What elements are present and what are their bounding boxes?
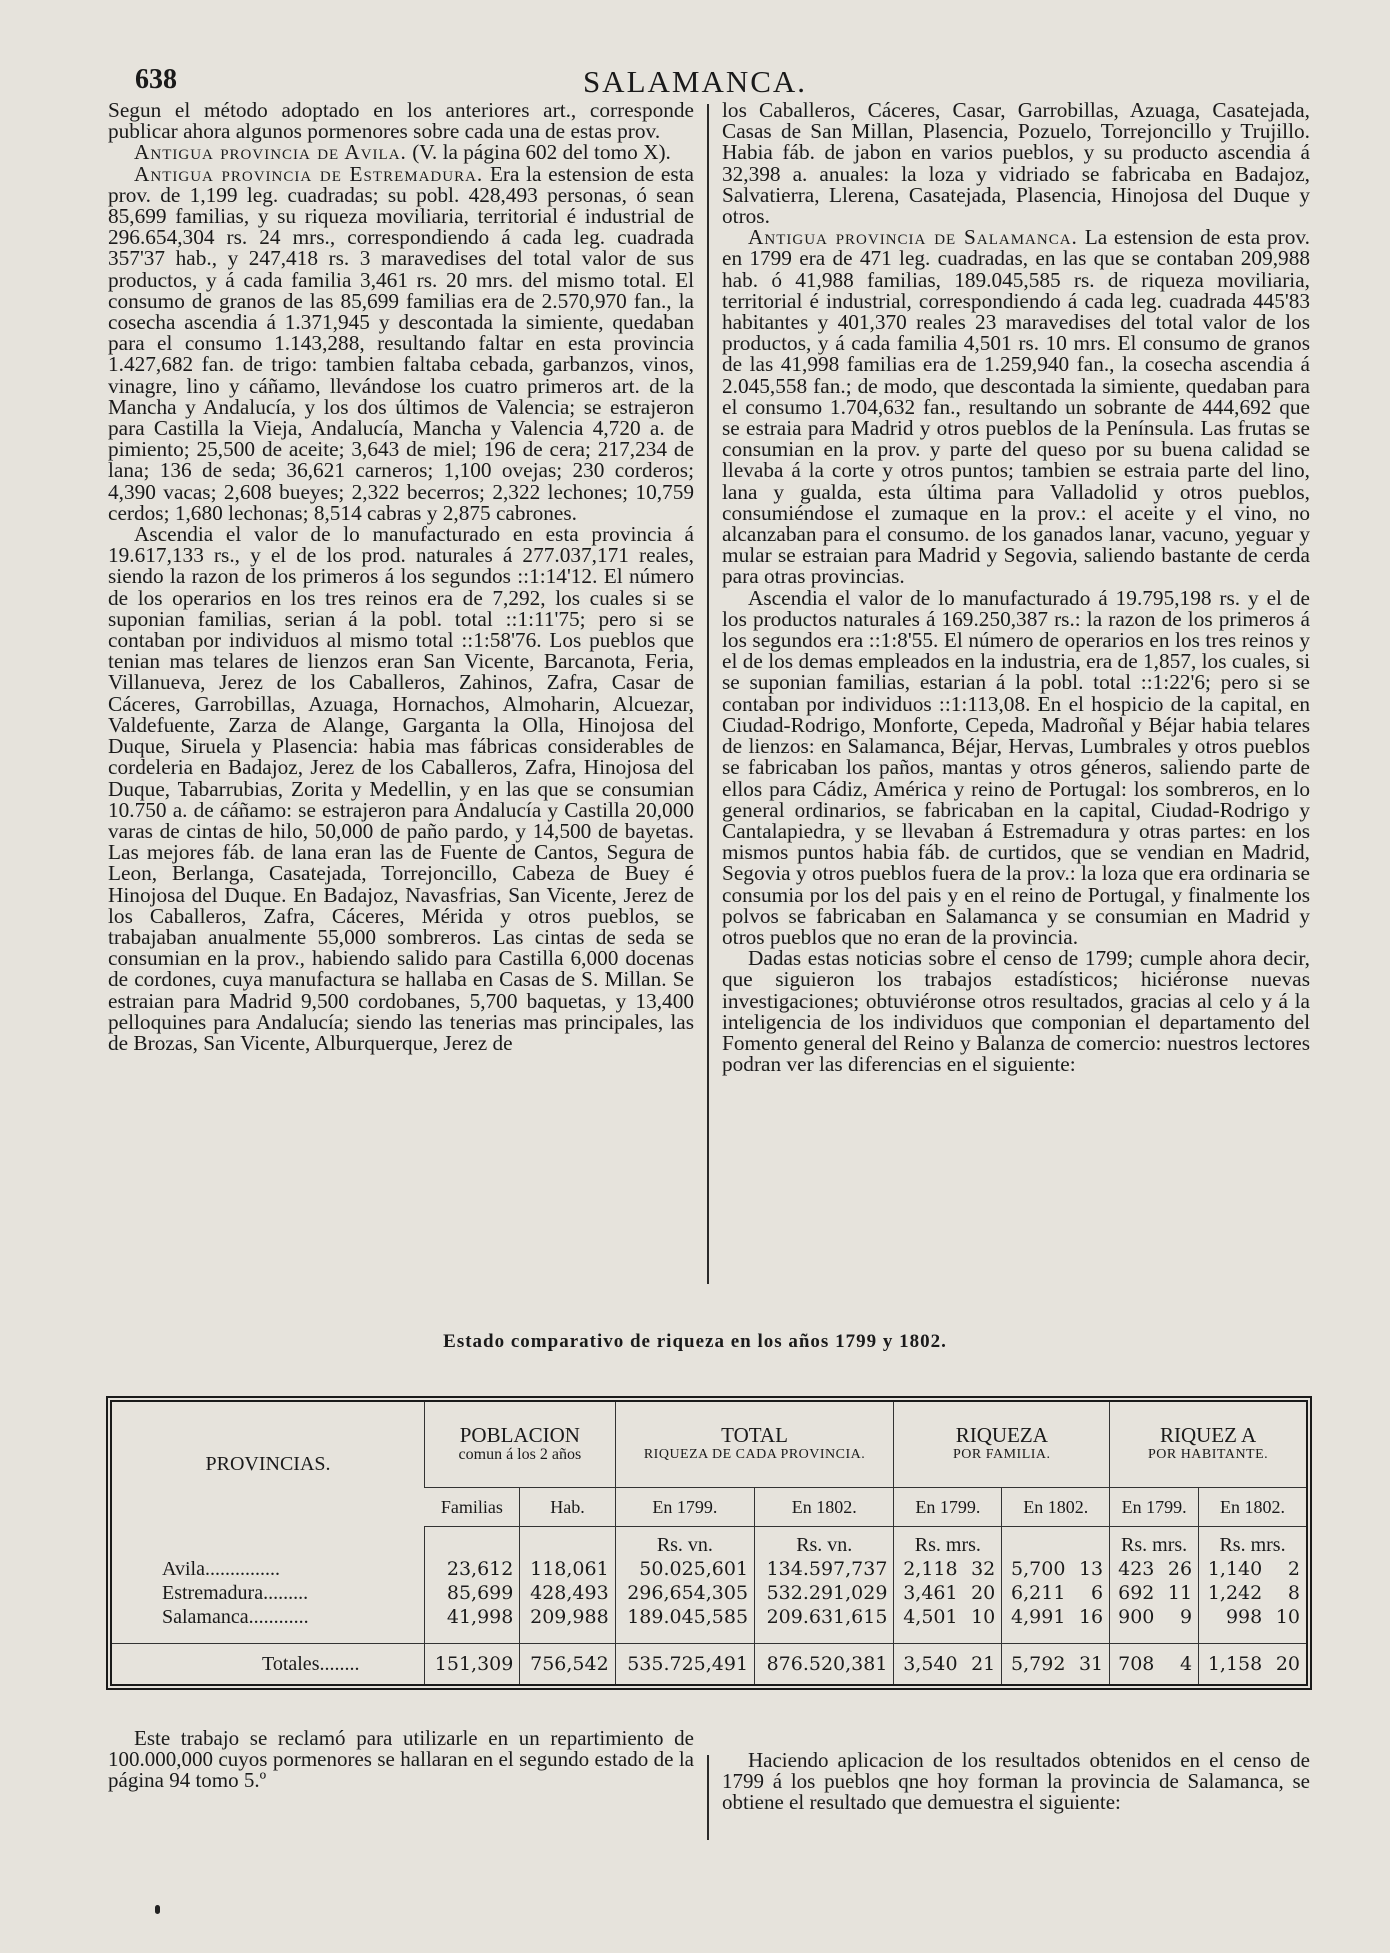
cell-hab-1799-mrs: 11 xyxy=(1167,1582,1193,1604)
totals-row xyxy=(112,1644,1306,1685)
cell-fam-1799-rs: 4,501 xyxy=(894,1605,964,1629)
unit-label: Rs. mrs. xyxy=(1110,1527,1199,1558)
cell-total-1799: 50.025,601 xyxy=(615,1557,754,1581)
unit-label: Rs. vn. xyxy=(615,1527,754,1558)
column-divider xyxy=(707,1755,709,1840)
header-poblacion xyxy=(425,1402,616,1488)
cell-fam-1802-mrs: 31 xyxy=(1071,1644,1109,1685)
cell-hab-1799-mrs: 26 xyxy=(1167,1558,1193,1580)
column-divider xyxy=(707,104,709,1284)
paragraph: Segun el método adoptado en los anteriores art., corresponde publicar ahora algunos pormenores sobre cada una de estas prov. xyxy=(108,100,694,144)
province-name xyxy=(112,1557,425,1581)
header-hab: Hab. xyxy=(520,1488,615,1527)
leader-dots: ......... xyxy=(263,1581,309,1604)
header-sublabel: comun á los 2 años xyxy=(458,1445,582,1463)
header-sublabel: RIQUEZA DE CADA PROVINCIA. xyxy=(643,1446,866,1462)
header-familia-1799: En 1799. xyxy=(894,1488,1002,1527)
totals-label xyxy=(112,1644,425,1685)
cell-fam-1799-rs: 3,461 xyxy=(894,1581,964,1605)
cell-familias: 151,309 xyxy=(425,1644,520,1685)
row-label: Salamanca xyxy=(162,1605,249,1628)
cell-hab-1799-rs: 708 xyxy=(1110,1644,1161,1685)
header-label: TOTAL xyxy=(721,1422,788,1447)
header-habitante-1802: En 1802. xyxy=(1199,1488,1306,1527)
cell-total-1802: 532.291,029 xyxy=(755,1581,894,1605)
unit-label: Rs. vn. xyxy=(755,1527,894,1558)
footnote-right xyxy=(722,1750,1310,1813)
cell-fam-1802-mrs: 16 xyxy=(1078,1606,1104,1628)
header-label: RIQUEZ A xyxy=(1159,1422,1257,1447)
province-name xyxy=(112,1605,425,1629)
cell-hab-1799-mrs: 4 xyxy=(1160,1644,1198,1685)
header-sublabel: POR FAMILIA. xyxy=(953,1446,1051,1462)
paragraph: Ascendia el valor de lo manufacturado á 19.795,198 rs. y el de los productos naturales á 169.250,387 rs.: la razon de los primeros á los segundos era ::1:8'55. El número de operarios en los tres reinos y el de los demas empleados en la industria, era de 1,857, los cuales, si se suponian familias, estarian á la pobl. total ::1:22'6; pero si se contaban por individuos ::1:113,08. En el hospicio de la capital, en Ciudad-Rodrigo, Monforte, Cepeda, Madroñal y Béjar habia telares de lienzos: en Salamanca, Béjar, Hervas, Lumbrales y otros pueblos se fabricaban los paños, mantas y otros géneros, saliendo parte de ellos para Cádiz, América y reino de Portugal: los sombreros, en lo general ordinarios, se fabricaban en la capital, Ciudad-Rodrigo y Cantalapiedra, y se llevaban á Estremadura y otras partes: en los mismos puntos habia fáb. de curtidos, que se vendian en Madrid, Segovia y otros pueblos fuera de la prov.: la loza que era ordinaria se consumia por los del pais y en el reino de Portugal, y finalmente los polvos se fabricaban en Salamanca y se consumian en Madrid y otros pueblos que no eran de la provincia. xyxy=(722,585,1310,949)
cell-hab-1802-rs: 998 xyxy=(1199,1605,1269,1629)
cell-hab-1799-rs: 423 xyxy=(1110,1557,1161,1581)
table-row xyxy=(112,1581,1306,1605)
table-row xyxy=(112,1557,1306,1581)
footnote-left xyxy=(108,1728,694,1791)
header-total-1799: En 1799. xyxy=(615,1488,754,1527)
paragraph: Haciendo aplicacion de los resultados obtenidos en el censo de 1799 á los pueblos qne hoy forman la provincia de Salamanca, se obtiene el resultado que demuestra el siguiente: xyxy=(722,1748,1310,1814)
section-heading-estremadura: Antigua provincia de Estremadura. xyxy=(134,161,484,186)
header-total xyxy=(615,1402,894,1488)
row-label: Avila xyxy=(162,1557,205,1580)
cell-hab-1802-mrs: 20 xyxy=(1268,1644,1306,1685)
left-column xyxy=(108,100,694,1290)
paragraph: los Caballeros, Cáceres, Casar, Garrobillas, Azuaga, Casatejada, Casas de San Millan, Plasencia, Pozuelo, Torrejoncillo y Trujillo. Habia fáb. de jabon en varios pueblos, y su producto ascendia á 32,398 a. anuales: la loza y vidriado se fabricaba en Badajoz, Salvatierra, Llerena, Casatejada, Plasencia, Hinojosa del Duque y otros. xyxy=(722,100,1310,229)
province-name xyxy=(112,1581,425,1605)
row-label: Totales xyxy=(262,1652,320,1675)
table-row xyxy=(112,1605,1306,1629)
cell-fam-1802-rs: 5,700 xyxy=(1002,1557,1072,1581)
paragraph: Ascendia el valor de lo manufacturado en esta provincia á 19.617,133 rs., y el de los prod. naturales á 277.037,171 reales, siendo la razon de los primeros á los segundos ::1:14'12. El número de los operarios en los tres reinos era de 7,292, los cuales si se suponian familias, serian á la pobl. total ::1:11'75; pero si se contaban por individuos al mismo total ::1:58'76. Los pueblos que tenian mas telares de lienzos eran San Vicente, Barcanota, Feria, Villanueva, Jerez de los Caballeros, Zahinos, Zafra, Casar de Cáceres, Garrobillas, Azuaga, Hornachos, Almoharin, Alcuezar, Valdefuente, Zarza de Alange, Garganta la Olla, Hinojosa del Duque, Siruela y Plasencia: habia mas fábricas considerables de cordeleria en Badajoz, Jerez de los Caballeros, Zafra, Hinojosa del Duque, Tabarrubias, Zorita y Medellin, y en las que se consumian 10.750 a. de cáñamo: se estrajeron para Andalucía y Castilla 20,000 varas de cintas de hilo, 50,000 de paño pardo, y 14,500 de bayetas. Las mejores fáb. de lana eran las de Fuente de Cantos, Segura de Leon, Berlanga, Casatejada, Torrejoncillo, Cabeza de Buey é Hinojosa del Duque. En Badajoz, Navasfrias, San Vicente, Jerez de los Caballeros, Zafra, Cáceres, Mérida y otros pueblos, se trabajaban anualmente 55,000 sombreros. Las cintas de seda se consumian en la prov., habiendo salido para Castilla 6,000 docenas de cordones, cuya manufactura se hallaba en Casas de S. Millan. Se estraian para Madrid 9,500 cordobanes, 5,700 baquetas, y 13,400 pelloquines para Andalucía; siendo las tenerias mas principales, las de Brozas, San Vicente, Alburquerque, Jerez de xyxy=(108,522,694,1055)
leader-dots: ............... xyxy=(204,1557,280,1580)
header-familia-1802: En 1802. xyxy=(1002,1488,1110,1527)
header-sublabel: POR HABITANTE. xyxy=(1147,1446,1269,1462)
cell-fam-1799-mrs: 21 xyxy=(964,1644,1002,1685)
cell-familias: 23,612 xyxy=(425,1557,520,1581)
cell-fam-1802-mrs: 6 xyxy=(1091,1582,1104,1604)
cell-total-1799: 189.045,585 xyxy=(615,1605,754,1629)
cell-total-1802: 134.597,737 xyxy=(755,1557,894,1581)
table-cell xyxy=(425,1527,520,1558)
paragraph-text: La estension de esta prov. en 1799 era de 471 leg. cuadradas, en las que se contaban 209,988 hab. ó 41,988 familias, 189.045,585 rs. de riqueza moviliaria, territorial é industrial, correspondiendo á cada leg. cuadrada 445'83 habitantes y 401,370 reales 23 maravedises del total valor de los productos, y á cada familia 4,501 rs. 10 mrs. El consumo de granos de las 41,998 familias era de 1.259,940 fan., la cosecha ascendia á 2.045,558 fan.; de modo, que descontada la simiente, quedaban para el consumo 1.704,632 fan., resultando un sobrante de 444,692 que se estraia para Madrid y otros pueblos de la Península. Las frutas se consumian en la prov. y parte del queso por su buena calidad se llevaba á la corte y otros puntos; tambien se estraia parte del lino, lana y gualda, esta última para Valladolid y otros pueblos, consumiéndose el zumaque en la prov.: el aceite y el vino, no alcanzaban para el consumo. de los ganados lanar, vacuno, yeguar y mular se estraian para Madrid y Segovia, saliendo bastante de cerda para otras provincias. xyxy=(722,225,1310,589)
header-label: POBLACION xyxy=(459,1422,580,1447)
ink-speck xyxy=(155,1905,160,1914)
cell-hab-1802-rs: 1,242 xyxy=(1199,1581,1269,1605)
cell-fam-1802-rs: 5,792 xyxy=(1002,1644,1072,1685)
leader-dots: ........ xyxy=(319,1652,360,1675)
paragraph xyxy=(108,161,694,525)
cell-familias: 85,699 xyxy=(425,1581,520,1605)
cell-fam-1799-rs: 3,540 xyxy=(894,1644,964,1685)
header-total-1802: En 1802. xyxy=(755,1488,894,1527)
cell-hab: 428,493 xyxy=(520,1581,615,1605)
table-title: Estado comparativo de riqueza en los años 1799 y 1802. xyxy=(443,1331,947,1352)
header-riqueza-habitante xyxy=(1110,1402,1306,1488)
unit-label: Rs. mrs. xyxy=(894,1527,1002,1558)
section-heading-avila: Antigua provincia de Avila. xyxy=(134,140,407,165)
table-cell xyxy=(1002,1527,1110,1558)
row-label: Estremadura xyxy=(162,1581,264,1604)
page-title: SALAMANCA. xyxy=(582,64,808,99)
table-cell xyxy=(112,1527,425,1558)
cell-hab-1802-mrs: 8 xyxy=(1287,1582,1300,1604)
unit-label: Rs. mrs. xyxy=(1199,1527,1306,1558)
cell-fam-1799-rs: 2,118 xyxy=(894,1557,964,1581)
cell-fam-1799-mrs: 32 xyxy=(971,1558,996,1580)
cell-fam-1802-mrs: 13 xyxy=(1078,1558,1104,1580)
cell-fam-1799-mrs: 20 xyxy=(971,1582,996,1604)
cell-hab-1802-mrs: 2 xyxy=(1287,1558,1300,1580)
header-familias: Familias xyxy=(425,1488,520,1527)
cell-hab-1799-rs: 692 xyxy=(1110,1581,1161,1605)
cell-total-1802: 209.631,615 xyxy=(755,1605,894,1629)
header-habitante-1799: En 1799. xyxy=(1110,1488,1199,1527)
section-heading-salamanca: Antigua provincia de Salamanca. xyxy=(748,225,1078,250)
comparison-table xyxy=(106,1396,1312,1690)
cell-hab: 209,988 xyxy=(520,1605,615,1629)
header-riqueza-familia xyxy=(894,1402,1110,1488)
header-label: RIQUEZA xyxy=(955,1422,1048,1447)
cell-fam-1799-mrs: 10 xyxy=(971,1606,996,1628)
cell-total-1799: 296,654,305 xyxy=(615,1581,754,1605)
cell-fam-1802-rs: 6,211 xyxy=(1002,1581,1072,1605)
leader-dots: ............ xyxy=(248,1605,309,1628)
paragraph xyxy=(108,142,694,163)
paragraph: Este trabajo se reclamó para utilizarle en un repartimiento de 100.000,000 cuyos pormenores se hallaran en el segundo estado de la página 94 tomo 5.º xyxy=(108,1726,694,1792)
paragraph-text: (V. la página 602 del tomo X). xyxy=(412,140,671,165)
cell-hab: 756,542 xyxy=(520,1644,615,1685)
cell-total-1799: 535.725,491 xyxy=(615,1644,754,1685)
cell-hab-1802-mrs: 10 xyxy=(1275,1606,1300,1628)
right-column xyxy=(722,100,1310,1290)
paragraph: Dadas estas noticias sobre el censo de 1799; cumple ahora decir, que siguieron los trabajos estadísticos; hiciéronse nuevas investigaciones; obtuviéronse otros resultados, gracias al celo y á la inteligencia de los individuos que componian el departamento del Fomento general del Reino y Balanza de comercio: nuestros lectores podran ver las diferencias en el siguiente: xyxy=(722,946,1310,1077)
header-provincias: PROVINCIAS. xyxy=(205,1452,331,1475)
cell-hab-1802-rs: 1,158 xyxy=(1199,1644,1269,1685)
table-cell xyxy=(520,1527,615,1558)
cell-hab-1799-rs: 900 xyxy=(1110,1605,1161,1629)
cell-hab: 118,061 xyxy=(520,1557,615,1581)
page-number: 638 xyxy=(135,64,177,95)
cell-familias: 41,998 xyxy=(425,1605,520,1629)
paragraph xyxy=(722,227,1310,587)
cell-hab-1799-mrs: 9 xyxy=(1179,1606,1193,1628)
paragraph-text: Era la estension de esta prov. de 1,199 leg. cuadradas; su pobl. 428,493 personas, ó sean 85,699 familias, y su riqueza moviliaria, territorial é industrial de 296.654,304 rs. 24 mrs., correspondiendo á cada leg. cuadrada 357'37 hab., y 247,418 rs. 3 maravedises del total valor de sus productos, y á cada familia 3,461 rs. 20 mrs. del mismo total. El consumo de granos de las 85,699 familias era de 2.570,970 fan., la cosecha ascendia á 1.371,945 y descontada la simiente, quedaban para el consumo 1.143,288, resultando faltar en esta provincia 1.427,682 fan. de trigo: tambien faltaba cebada, garbanzos, vinos, vinagre, lino y cáñamo, llevándose los cuatro primeros art. de la Mancha y Andalucía, y los dos últimos de Valencia; se estrajeron para Castilla la Vieja, Andalucía, Mancha y Valencia 4,720 a. de pimiento; 25,500 de aceite; 3,643 de miel; 196 de cera; 217,234 de lana; 136 de seda; 36,621 carneros; 1,100 ovejas; 230 corderos; 4,390 vacas; 2,608 bueyes; 2,322 becerros; 2,322 lechones; 10,759 cerdos; 1,680 lechonas; 8,514 cabras y 2,875 cabrones. xyxy=(108,161,694,525)
cell-hab-1802-rs: 1,140 xyxy=(1199,1557,1269,1581)
cell-fam-1802-rs: 4,991 xyxy=(1002,1605,1072,1629)
cell-total-1802: 876.520,381 xyxy=(755,1644,894,1685)
